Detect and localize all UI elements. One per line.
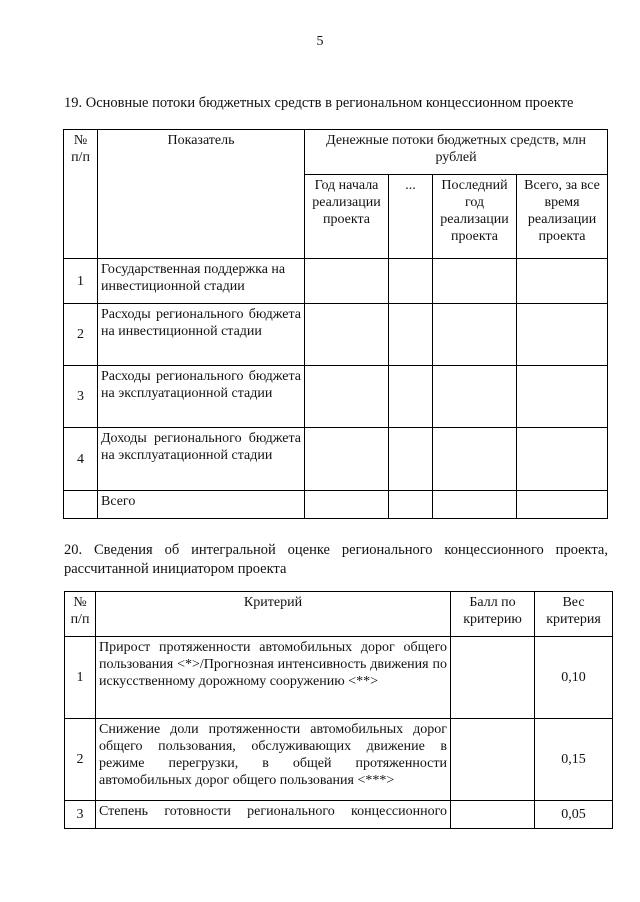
cell xyxy=(433,366,517,428)
cell xyxy=(433,259,517,304)
cell xyxy=(433,491,517,519)
cell xyxy=(433,304,517,366)
table-row xyxy=(65,637,613,719)
row-weight: 0,10 xyxy=(535,637,613,719)
header-cash-flows: Денежные потоки бюджетных средств, млн рублей xyxy=(305,130,608,175)
row-number: 3 xyxy=(65,801,96,829)
header-total: Всего, за все время реализации проекта xyxy=(517,175,608,259)
cell xyxy=(305,491,389,519)
cell xyxy=(517,259,608,304)
cell xyxy=(305,259,389,304)
cell xyxy=(389,366,433,428)
header-score: Балл по критерию xyxy=(451,592,535,637)
row-indicator: Государственная поддержка на инвестиционной стадии xyxy=(98,259,305,304)
cell xyxy=(389,259,433,304)
row-number: 1 xyxy=(64,259,98,304)
page-number: 5 xyxy=(316,34,324,49)
cell xyxy=(305,366,389,428)
cell xyxy=(305,428,389,491)
row-indicator: Расходы регионального бюджета на эксплуатационной стадии xyxy=(98,366,305,428)
cell xyxy=(517,428,608,491)
section-19-title: 19. Основные потоки бюджетных средств в региональном концессионном проекте xyxy=(64,95,574,111)
cell xyxy=(517,366,608,428)
table-header-row xyxy=(65,592,613,637)
cell xyxy=(305,304,389,366)
cell xyxy=(389,428,433,491)
row-score xyxy=(451,801,535,829)
cell xyxy=(433,428,517,491)
row-number: 2 xyxy=(64,304,98,366)
row-number: 1 xyxy=(65,637,96,719)
row-number: 3 xyxy=(64,366,98,428)
budget-flows-table xyxy=(63,129,608,519)
row-number: 4 xyxy=(64,428,98,491)
header-num: № п/п xyxy=(65,592,96,637)
row-weight: 0,15 xyxy=(535,719,613,801)
header-last-year: Последний год реализации проекта xyxy=(433,175,517,259)
row-indicator: Всего xyxy=(98,491,305,519)
row-number xyxy=(64,491,98,519)
row-criterion: Снижение доли протяженности автомобильных дорог общего пользования, обслуживающих движение в режиме перегрузки, в общей протяженности автомобильных дорог общего пользования <***> xyxy=(96,719,451,801)
header-criterion: Критерий xyxy=(96,592,451,637)
header-weight: Вес критерия xyxy=(535,592,613,637)
table-row xyxy=(64,304,608,366)
cell xyxy=(389,304,433,366)
section-20-title: 20. Сведения об интегральной оценке регионального концессионного проекта, рассчитанной инициатором проекта xyxy=(64,542,608,577)
row-score xyxy=(451,637,535,719)
row-criterion: Прирост протяженности автомобильных дорог общего пользования <*>/Прогнозная интенсивность движения по искусственному дорожному сооружению <**> xyxy=(96,637,451,719)
cell xyxy=(517,491,608,519)
header-ellipsis: ... xyxy=(389,175,433,259)
table-header-row xyxy=(64,130,608,175)
table-row-total xyxy=(64,491,608,519)
row-indicator: Расходы регионального бюджета на инвестиционной стадии xyxy=(98,304,305,366)
row-weight: 0,05 xyxy=(535,801,613,829)
cell xyxy=(389,491,433,519)
table-row xyxy=(65,801,613,829)
row-indicator: Доходы регионального бюджета на эксплуатационной стадии xyxy=(98,428,305,491)
integral-assessment-table xyxy=(64,591,613,829)
table-row xyxy=(65,719,613,801)
header-indicator: Показатель xyxy=(98,130,305,259)
row-criterion: Степень готовности регионального концессионного xyxy=(96,801,451,829)
header-num: № п/п xyxy=(64,130,98,259)
table-row xyxy=(64,366,608,428)
cell xyxy=(517,304,608,366)
table-row xyxy=(64,259,608,304)
header-start-year: Год начала реализации проекта xyxy=(305,175,389,259)
row-score xyxy=(451,719,535,801)
row-number: 2 xyxy=(65,719,96,801)
table-row xyxy=(64,428,608,491)
